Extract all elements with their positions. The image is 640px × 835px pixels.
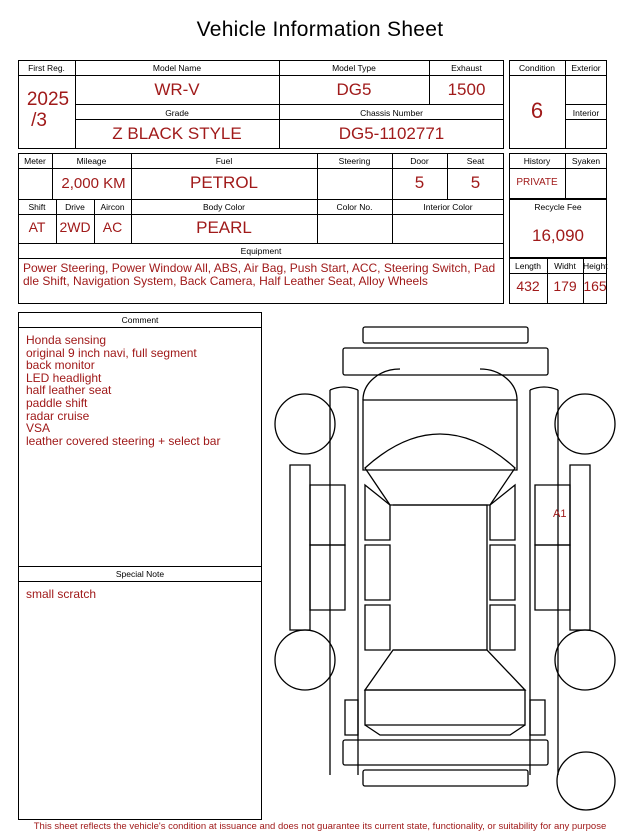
comment-line: radar cruise [26, 408, 90, 423]
fuel-value: PETROL [189, 173, 259, 192]
height-value: 165 [583, 278, 607, 294]
mileage-label: Mileage [76, 156, 107, 166]
chassis-number-value: DG5-1102771 [338, 124, 445, 143]
history-label: History [523, 156, 551, 166]
special-note-label: Special Note [115, 569, 165, 579]
interior-label: Interior [572, 108, 600, 118]
meter-label: Meter [24, 156, 46, 166]
seat-label: Seat [466, 156, 485, 166]
car-damage-diagram [270, 320, 620, 820]
first-reg-month: /3 [31, 110, 47, 131]
chassis-number-label: Chassis Number [360, 108, 423, 118]
condition-value: 6 [530, 98, 544, 123]
equipment-value: Power Steering, Power Window All, ABS, Air Bag, Push Start, ACC, Steering Switch, Paddle Shift, Navigation System, Back Camera, Half Leather Seat, Alloy Wheels [23, 261, 496, 288]
comment-list [26, 334, 258, 447]
condition-label: Condition [519, 63, 555, 73]
special-note-value: small scratch [26, 587, 97, 601]
door-label: Door [410, 156, 429, 166]
body-color-label: Body Color [202, 202, 246, 212]
steering-label: Steering [338, 156, 371, 166]
shift-label: Shift [28, 202, 46, 212]
height-label: Height [583, 261, 608, 271]
history-value: PRIVATE [516, 177, 558, 188]
aircon-value: AC [102, 219, 123, 235]
page-title: Vehicle Information Sheet [196, 18, 444, 41]
length-label: Length [515, 261, 541, 271]
model-name-value: WR-V [154, 80, 200, 99]
model-name-label: Model Name [152, 63, 202, 73]
exhaust-value: 1500 [447, 80, 486, 99]
comment-line: back monitor [26, 358, 95, 373]
recycle-fee-value: 16,090 [532, 226, 584, 245]
color-no-label: Color No. [336, 202, 373, 212]
first-reg-label: First Reg. [28, 63, 65, 73]
disclaimer-footer: This sheet reflects the vehicle's condition at issuance and does not guarantee its current state, functionality, or suitability for any purpose [33, 821, 607, 832]
comment-line: original 9 inch navi, full segment [26, 345, 197, 360]
shift-value: AT [28, 219, 46, 235]
model-type-value: DG5 [336, 80, 372, 99]
comment-line: paddle shift [26, 395, 88, 410]
comment-line: Honda sensing [26, 333, 107, 347]
grade-value: Z BLACK STYLE [112, 124, 242, 143]
grade-label: Grade [165, 108, 189, 118]
recycle-fee-label: Recycle Fee [534, 202, 582, 212]
drive-value: 2WD [59, 219, 91, 235]
comment-line: LED headlight [26, 370, 102, 385]
syaken-label: Syaken [571, 156, 601, 166]
comment-line: half leather seat [26, 383, 112, 398]
comment-line: leather covered steering + select bar [26, 433, 221, 448]
seat-value: 5 [470, 173, 481, 192]
aircon-label: Aircon [100, 202, 125, 212]
fuel-label: Fuel [215, 156, 233, 166]
width-value: 179 [553, 278, 577, 294]
model-type-label: Model Type [332, 63, 376, 73]
equipment-label: Equipment [240, 246, 282, 256]
drive-label: Drive [65, 202, 85, 212]
damage-marker-a1: A1 [553, 508, 567, 520]
comment-label: Comment [121, 315, 159, 325]
first-reg-year: 2025 [26, 89, 70, 110]
body-color-value: PEARL [196, 218, 252, 237]
interior-color-label: Interior Color [423, 202, 473, 212]
width-label: Widht [554, 261, 576, 271]
comment-line: VSA [26, 421, 51, 436]
length-value: 432 [516, 278, 540, 294]
mileage-value: 2,000 KM [61, 175, 126, 192]
exterior-label: Exterior [571, 63, 601, 73]
exhaust-label: Exhaust [451, 63, 482, 73]
door-value: 5 [414, 173, 425, 192]
